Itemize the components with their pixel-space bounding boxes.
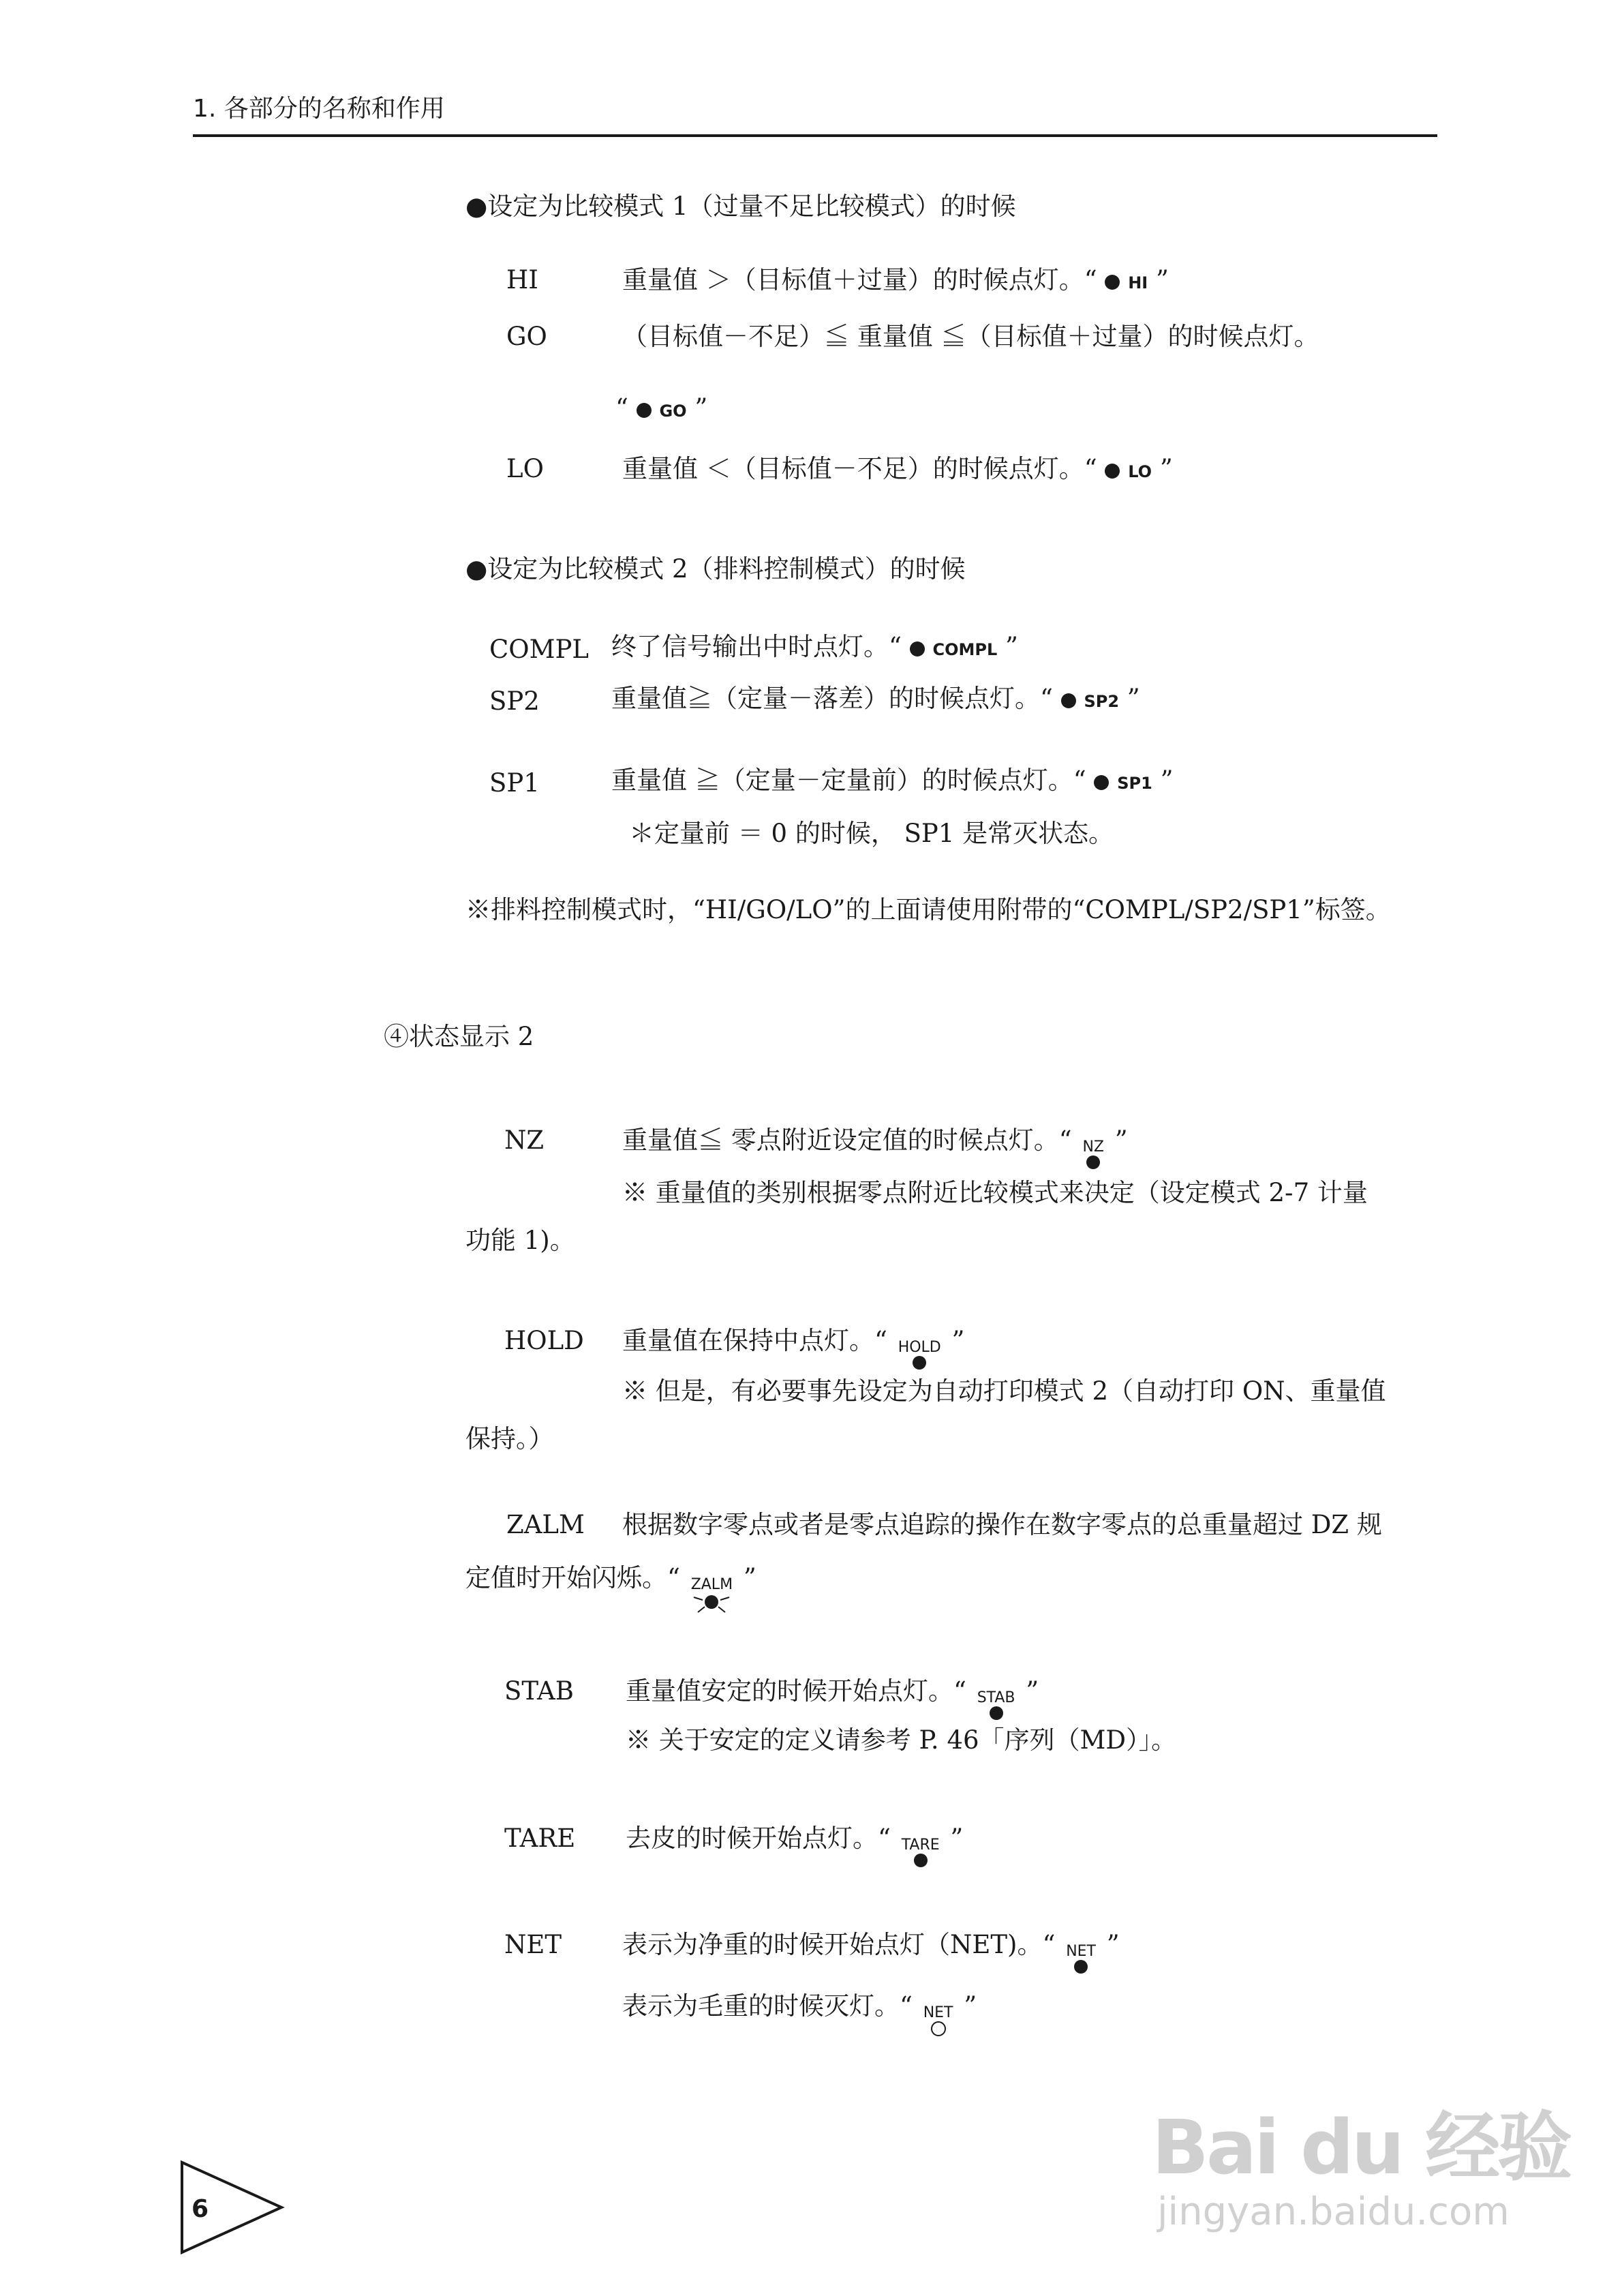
status2-hold-note2: 保持。） xyxy=(465,1424,554,1453)
sp2-indicator-icon xyxy=(1061,693,1076,708)
status2-net-row2 xyxy=(622,1989,977,2036)
mode2-compl-key: COMPL xyxy=(489,635,589,664)
baidu-logo: Bai du 经验 xyxy=(1152,2104,1570,2191)
status2-tare-desc: 去皮的时候开始点灯。“ xyxy=(626,1824,891,1853)
status2-net-close2: ” xyxy=(964,1991,977,2021)
tare-indicator-label: TARE xyxy=(901,1837,940,1854)
status2-net-row xyxy=(622,1928,1120,1974)
status2-stab-close: ” xyxy=(1026,1676,1039,1706)
mode1-lo-desc: 重量值 ＜（目标值－不足）的时候点灯。“ xyxy=(622,454,1097,483)
hold-indicator-label: HOLD xyxy=(898,1339,941,1356)
status2-hold-row xyxy=(622,1324,964,1370)
mode2-sp1-row xyxy=(611,764,1173,800)
sp2-tag: SP2 xyxy=(1084,692,1120,711)
status2-hold-key: HOLD xyxy=(504,1326,584,1355)
mode2-title: ●设定为比较模式 2（排料控制模式）的时候 xyxy=(465,554,966,584)
zalm-indicator-label: ZALM xyxy=(690,1576,733,1593)
mode2-sp1-key: SP1 xyxy=(489,768,540,798)
mode1-hi-row xyxy=(622,263,1169,300)
nz-indicator xyxy=(1082,1140,1104,1169)
status2-net-desc: 表示为净重的时候开始点灯（NET)。“ xyxy=(622,1930,1056,1959)
mode1-lo-key: LO xyxy=(506,454,544,483)
zalm-flashing-icon xyxy=(691,1593,732,1614)
hold-indicator-icon xyxy=(913,1356,926,1370)
mode2-compl-row xyxy=(611,630,1018,667)
mode1-hi-desc: 重量值 ＞（目标值＋过量）的时候点灯。“ xyxy=(622,265,1097,294)
net-on-indicator-label: NET xyxy=(1066,1943,1096,1960)
mode2-compl-desc: 终了信号输出中时点灯。“ xyxy=(611,632,902,661)
status2-hold-close: ” xyxy=(951,1326,965,1355)
mode2-sp1-note: ＊定量前 ＝ 0 的时候， SP1 是常灭状态。 xyxy=(629,819,1114,848)
mode2-sp1-close: ” xyxy=(1160,766,1174,795)
net-on-indicator-icon xyxy=(1074,1960,1088,1974)
mode1-lo-close: ” xyxy=(1159,454,1173,483)
lo-tag: LO xyxy=(1128,462,1152,481)
section-header: 1. 各部分的名称和作用 xyxy=(193,95,445,123)
status2-hold-desc: 重量值在保持中点灯。“ xyxy=(622,1326,887,1355)
mode1-title: ●设定为比较模式 1（过量不足比较模式）的时候 xyxy=(465,192,1016,221)
mode1-go-close: ” xyxy=(694,393,708,423)
mode2-sp2-desc: 重量值≧（定量－落差）的时候点灯。“ xyxy=(611,684,1053,713)
mode2-sp2-key: SP2 xyxy=(489,686,540,716)
mode1-go-open: “ xyxy=(615,393,628,423)
lo-indicator-icon xyxy=(1105,464,1120,479)
net-off-indicator-icon xyxy=(931,2021,946,2036)
status2-tare-key: TARE xyxy=(504,1824,576,1853)
baidu-site: jingyan.baidu.com xyxy=(1157,2190,1510,2234)
status2-zalm-close: ” xyxy=(743,1563,756,1592)
mode1-go-indicator-row xyxy=(615,391,707,428)
status2-tare-row xyxy=(626,1822,963,1867)
net-on-indicator xyxy=(1066,1944,1096,1974)
hi-tag: HI xyxy=(1128,273,1148,292)
status2-title: ④状态显示 2 xyxy=(384,1022,534,1051)
net-off-indicator-label: NET xyxy=(923,2004,953,2021)
stab-indicator xyxy=(977,1691,1015,1720)
compl-tag: COMPL xyxy=(932,640,998,659)
status2-tare-close: ” xyxy=(950,1824,964,1853)
status2-zalm-desc2: 定值时开始闪烁。“ xyxy=(465,1563,680,1592)
status2-stab-desc: 重量值安定的时候开始点灯。“ xyxy=(626,1676,966,1706)
status2-hold-note1: ※ 但是，有必要事先设定为自动打印模式 2（自动打印 ON、重量值 xyxy=(622,1376,1386,1406)
tare-indicator-icon xyxy=(914,1854,928,1867)
stab-indicator-icon xyxy=(990,1706,1003,1720)
status2-nz-note2: 功能 1)。 xyxy=(465,1226,575,1255)
status2-stab-row xyxy=(626,1674,1039,1720)
zalm-indicator xyxy=(691,1577,733,1614)
nz-indicator-label: NZ xyxy=(1082,1138,1104,1155)
mode1-hi-close: ” xyxy=(1156,265,1169,294)
status2-net-desc2: 表示为毛重的时候灭灯。“ xyxy=(622,1991,913,2021)
mode1-go-desc: （目标值－不足）≦ 重量值 ≦（目标值＋过量）的时候点灯。 xyxy=(622,322,1319,351)
baidu-watermark xyxy=(1152,2106,1570,2236)
page-number: 6 xyxy=(192,2195,209,2223)
sp1-indicator-icon xyxy=(1094,775,1109,790)
stab-indicator-label: STAB xyxy=(977,1689,1015,1706)
hold-indicator xyxy=(898,1340,941,1370)
mode2-label-note: ※排料控制模式时，“HI/GO/LO”的上面请使用附带的“COMPL/SP2/SP1”标签。 xyxy=(465,895,1391,924)
sp1-tag: SP1 xyxy=(1117,774,1152,793)
status2-zalm-desc: 根据数字零点或者是零点追踪的操作在数字零点的总重量超过 DZ 规 xyxy=(622,1510,1382,1539)
mode1-go-key: GO xyxy=(506,322,547,351)
status2-nz-close: ” xyxy=(1114,1126,1128,1155)
mode2-sp2-close: ” xyxy=(1127,684,1140,713)
status2-nz-note1: ※ 重量值的类别根据零点附近比较模式来决定（设定模式 2-7 计量 xyxy=(622,1178,1368,1207)
status2-zalm-row xyxy=(465,1561,756,1614)
status2-zalm-key: ZALM xyxy=(506,1510,585,1539)
compl-indicator-icon xyxy=(910,641,925,656)
header-rule xyxy=(193,134,1437,137)
status2-nz-row xyxy=(622,1123,1128,1169)
status2-net-key: NET xyxy=(504,1930,562,1959)
mode2-sp1-desc: 重量值 ≧（定量－定量前）的时候点灯。“ xyxy=(611,766,1086,795)
status2-stab-note1: ※ 关于安定的定义请参考 P. 46「序列（MD）」。 xyxy=(626,1725,1177,1755)
go-indicator-icon xyxy=(637,403,652,418)
status2-nz-desc: 重量值≦ 零点附近设定值的时候点灯。“ xyxy=(622,1126,1072,1155)
go-tag: GO xyxy=(659,402,687,421)
tare-indicator xyxy=(902,1838,940,1867)
net-off-indicator xyxy=(923,2006,953,2036)
page-number-marker xyxy=(179,2160,288,2258)
status2-net-close: ” xyxy=(1106,1930,1120,1959)
status2-stab-key: STAB xyxy=(504,1676,574,1706)
hi-indicator-icon xyxy=(1105,275,1120,290)
mode2-compl-close: ” xyxy=(1005,632,1018,661)
status2-nz-key: NZ xyxy=(504,1126,545,1155)
mode1-lo-row xyxy=(622,452,1173,489)
mode1-hi-key: HI xyxy=(506,265,538,294)
page-triangle-icon xyxy=(179,2160,288,2255)
mode2-sp2-row xyxy=(611,682,1140,719)
nz-indicator-icon xyxy=(1086,1155,1100,1169)
